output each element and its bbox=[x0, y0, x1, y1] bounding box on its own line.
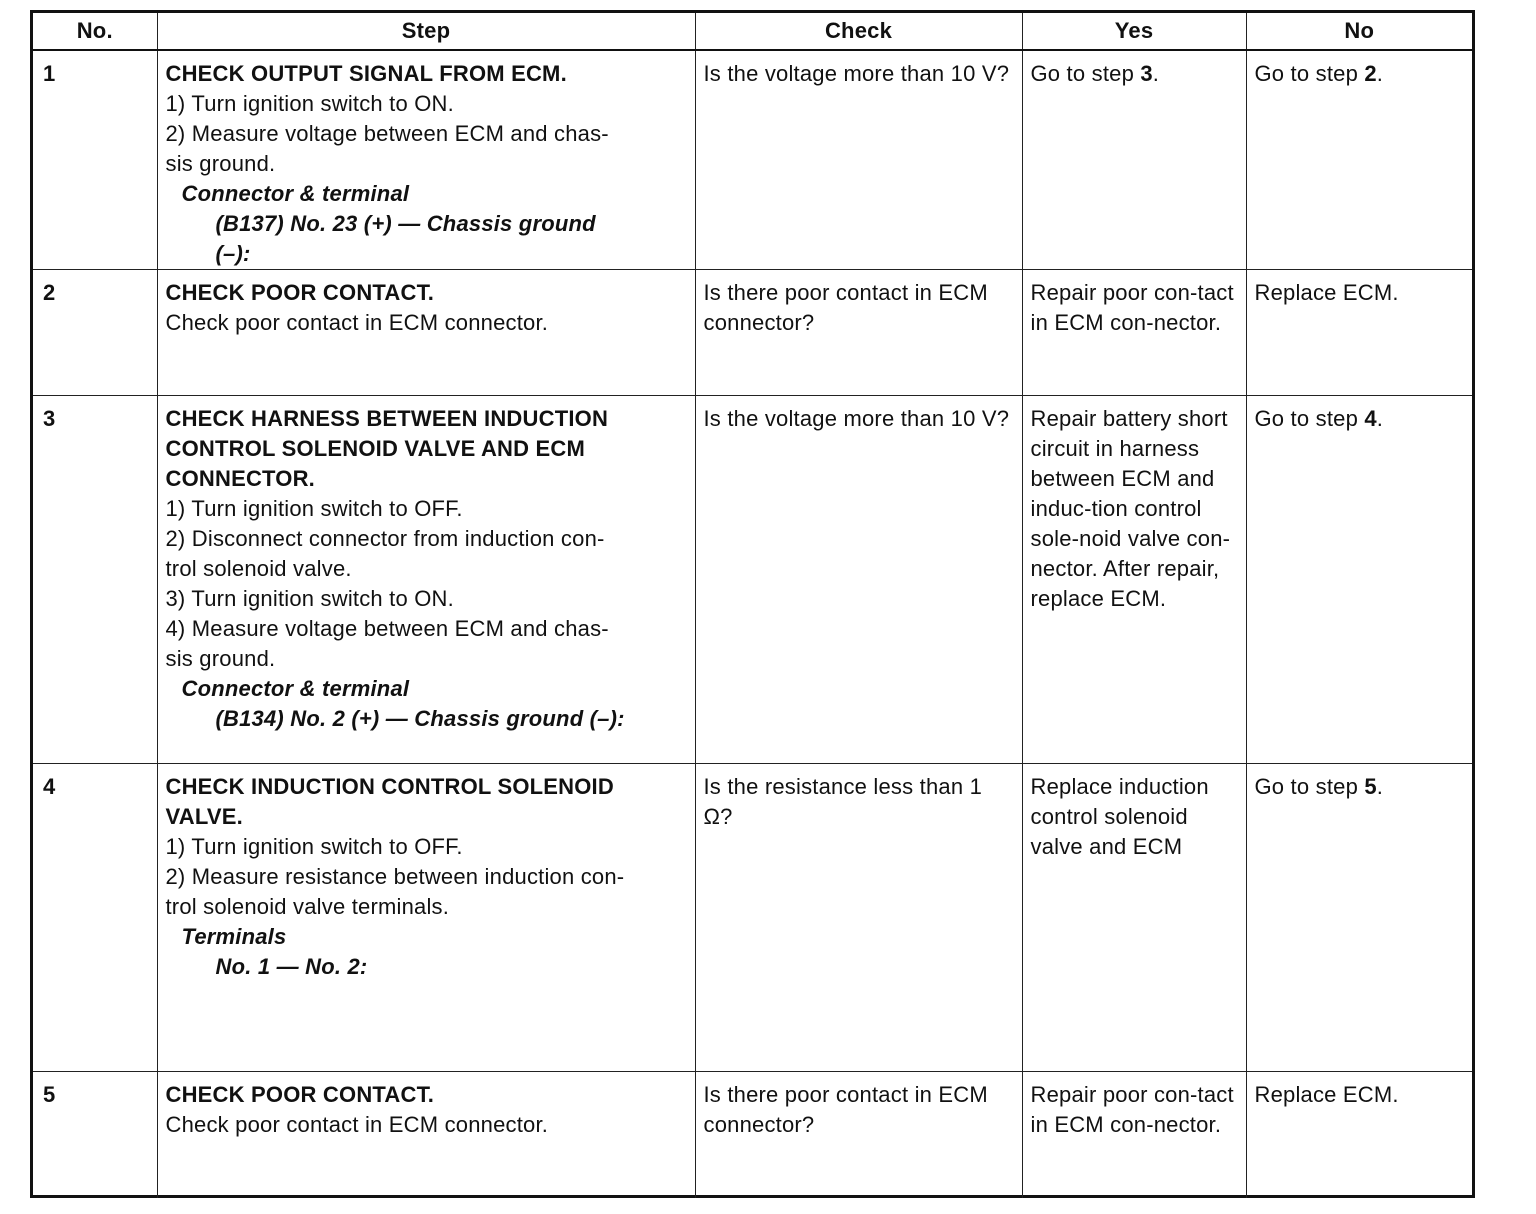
yes-cell bbox=[1022, 50, 1246, 270]
step-title: CHECK POOR CONTACT. bbox=[165, 1082, 435, 1107]
no-cell bbox=[1246, 50, 1472, 270]
step-cell bbox=[157, 50, 695, 270]
step-title: CHECK OUTPUT SIGNAL FROM ECM. bbox=[165, 61, 567, 86]
no-suffix: . bbox=[1376, 61, 1384, 86]
yes-text: Go to step bbox=[1030, 61, 1141, 86]
step-number: 2 bbox=[33, 270, 157, 396]
step-line: 4) Measure voltage between ECM and chas- bbox=[165, 616, 609, 641]
step-line: Check poor contact in ECM connector. bbox=[165, 310, 549, 335]
no-cell bbox=[1246, 396, 1472, 764]
step-number: 1 bbox=[33, 50, 157, 270]
check-cell: Is the voltage more than 10 V? bbox=[695, 396, 1022, 764]
step-line: 3) Turn ignition switch to ON. bbox=[165, 586, 454, 611]
check-cell: Is the voltage more than 10 V? bbox=[695, 50, 1022, 270]
step-title: CHECK HARNESS BETWEEN INDUCTION CONTROL SOLENOID VALVE AND ECM CONNECTOR. bbox=[165, 406, 609, 491]
check-cell: Is the resistance less than 1 Ω? bbox=[695, 764, 1022, 1072]
step-cell bbox=[157, 270, 695, 396]
no-cell: Replace ECM. bbox=[1246, 1072, 1472, 1198]
no-text: Go to step bbox=[1254, 774, 1365, 799]
table-row bbox=[33, 396, 1472, 764]
terminal-value: (–): bbox=[215, 241, 251, 266]
step-cell bbox=[157, 764, 695, 1072]
terminal-value: (B134) No. 2 (+) — Chassis ground (–): bbox=[215, 706, 625, 731]
step-line: sis ground. bbox=[165, 151, 276, 176]
step-line: 1) Turn ignition switch to OFF. bbox=[165, 496, 463, 521]
step-line: sis ground. bbox=[165, 646, 276, 671]
step-line: trol solenoid valve terminals. bbox=[165, 894, 450, 919]
header-step: Step bbox=[157, 13, 695, 50]
table-row bbox=[33, 50, 1472, 270]
step-cell bbox=[157, 396, 695, 764]
table-row bbox=[33, 1072, 1472, 1198]
step-title: CHECK INDUCTION CONTROL SOLENOID VALVE. bbox=[165, 774, 614, 829]
no-step-ref: 4 bbox=[1364, 406, 1377, 431]
step-line: 2) Disconnect connector from induction con- bbox=[165, 526, 605, 551]
terminals-label: Terminals bbox=[181, 924, 287, 949]
step-cell bbox=[157, 1072, 695, 1198]
no-text: Go to step bbox=[1254, 61, 1365, 86]
yes-cell: Repair poor con-tact in ECM con-nector. bbox=[1022, 270, 1246, 396]
step-line: trol solenoid valve. bbox=[165, 556, 352, 581]
terminal-value: (B137) No. 23 (+) — Chassis ground bbox=[215, 211, 596, 236]
step-line: 2) Measure resistance between induction con- bbox=[165, 864, 625, 889]
no-cell bbox=[1246, 764, 1472, 1072]
check-cell: Is there poor contact in ECM connector? bbox=[695, 270, 1022, 396]
step-number: 5 bbox=[33, 1072, 157, 1198]
header-yes: Yes bbox=[1022, 13, 1246, 50]
step-title: CHECK POOR CONTACT. bbox=[165, 280, 435, 305]
header-check: Check bbox=[695, 13, 1022, 50]
step-line: 1) Turn ignition switch to ON. bbox=[165, 91, 454, 116]
yes-suffix: . bbox=[1152, 61, 1160, 86]
header-no: No. bbox=[33, 13, 157, 50]
yes-cell: Repair poor con-tact in ECM con-nector. bbox=[1022, 1072, 1246, 1198]
yes-step-ref: 3 bbox=[1140, 61, 1153, 86]
yes-cell: Repair battery short circuit in harness between ECM and induc-tion control sole-noid valve con-nector. After repair, replace ECM. bbox=[1022, 396, 1246, 764]
no-text: Go to step bbox=[1254, 406, 1365, 431]
table-row bbox=[33, 270, 1472, 396]
diagnostic-table bbox=[33, 13, 1472, 1198]
no-cell: Replace ECM. bbox=[1246, 270, 1472, 396]
no-step-ref: 2 bbox=[1364, 61, 1377, 86]
no-step-ref: 5 bbox=[1364, 774, 1377, 799]
step-line: 1) Turn ignition switch to OFF. bbox=[165, 834, 463, 859]
diagnostic-table-frame bbox=[30, 10, 1475, 1198]
check-cell: Is there poor contact in ECM connector? bbox=[695, 1072, 1022, 1198]
no-suffix: . bbox=[1376, 406, 1384, 431]
header-row bbox=[33, 13, 1472, 50]
step-number: 4 bbox=[33, 764, 157, 1072]
table-row bbox=[33, 764, 1472, 1072]
connector-label: Connector & terminal bbox=[181, 181, 410, 206]
step-line: 2) Measure voltage between ECM and chas- bbox=[165, 121, 609, 146]
no-suffix: . bbox=[1376, 774, 1384, 799]
step-number: 3 bbox=[33, 396, 157, 764]
header-no-result: No bbox=[1246, 13, 1472, 50]
terminal-value: No. 1 — No. 2: bbox=[215, 954, 368, 979]
step-line: Check poor contact in ECM connector. bbox=[165, 1112, 549, 1137]
connector-label: Connector & terminal bbox=[181, 676, 410, 701]
yes-cell: Replace induction control solenoid valve and ECM bbox=[1022, 764, 1246, 1072]
